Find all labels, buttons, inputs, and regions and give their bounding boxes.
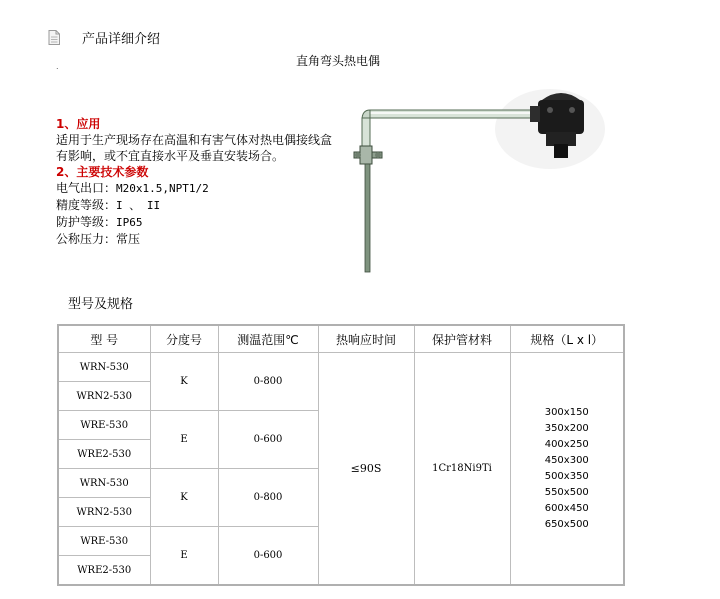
- range-cell: 0-600: [218, 411, 318, 469]
- table-header-row: [58, 325, 624, 353]
- response-time-cell: ≤90S: [318, 353, 414, 586]
- col-header-material: 保护管材料: [414, 325, 510, 353]
- model-cell: WRE2-530: [58, 556, 150, 586]
- model-cell: WRN-530: [58, 469, 150, 498]
- section-title: 产品详细介绍: [82, 31, 161, 47]
- spec-table: [57, 324, 625, 586]
- application-line-2: 有影响，或不宜直接水平及垂直安装场合。: [56, 149, 285, 163]
- size-item: 300x150: [544, 406, 589, 418]
- thermocouple-image: [350, 84, 610, 274]
- graduation-cell: E: [150, 411, 218, 469]
- size-list-cell: [510, 353, 624, 586]
- product-description: [56, 116, 356, 247]
- graduation-cell: E: [150, 527, 218, 586]
- model-cell: WRN2-530: [58, 382, 150, 411]
- range-cell: 0-800: [218, 469, 318, 527]
- model-cell: WRE2-530: [58, 440, 150, 469]
- params-heading: 2、主要技术参数: [56, 165, 149, 179]
- product-title: 直角弯头热电偶: [296, 54, 381, 68]
- document-icon: [48, 30, 60, 45]
- size-item: 400x250: [544, 438, 589, 450]
- size-item: 450x300: [544, 454, 589, 466]
- param-electrical: 电气出口：M20x1.5,NPT1/2: [56, 181, 209, 195]
- model-cell: WRN2-530: [58, 498, 150, 527]
- param-pressure: 公称压力：常压: [56, 232, 141, 246]
- model-cell: WRE-530: [58, 527, 150, 556]
- size-item: 500x350: [544, 470, 589, 482]
- range-cell: 0-600: [218, 527, 318, 586]
- model-cell: WRE-530: [58, 411, 150, 440]
- param-protection: 防护等级：IP65: [56, 215, 143, 229]
- col-header-response: 热响应时间: [318, 325, 414, 353]
- size-item: 550x500: [544, 486, 589, 498]
- application-heading: 1、应用: [56, 117, 101, 131]
- col-header-range: 测温范围℃: [218, 325, 318, 353]
- dot-mark: .: [56, 62, 59, 71]
- col-header-size: 规格（L x l）: [510, 325, 624, 353]
- material-cell: 1Cr18Ni9Ti: [414, 353, 510, 586]
- spec-title: 型号及规格: [68, 297, 134, 312]
- range-cell: 0-800: [218, 353, 318, 411]
- size-item: 600x450: [544, 502, 589, 514]
- param-accuracy: 精度等级：I 、 II: [56, 198, 161, 212]
- size-item: 650x500: [544, 518, 589, 530]
- col-header-model: 型 号: [58, 325, 150, 353]
- col-header-graduation: 分度号: [150, 325, 218, 353]
- application-line-1: 适用于生产现场存在高温和有害气体对热电偶接线盒: [56, 133, 333, 147]
- table-row: [58, 353, 624, 382]
- section-header: [48, 28, 160, 46]
- graduation-cell: K: [150, 469, 218, 527]
- model-cell: WRN-530: [58, 353, 150, 382]
- size-item: 350x200: [544, 422, 589, 434]
- graduation-cell: K: [150, 353, 218, 411]
